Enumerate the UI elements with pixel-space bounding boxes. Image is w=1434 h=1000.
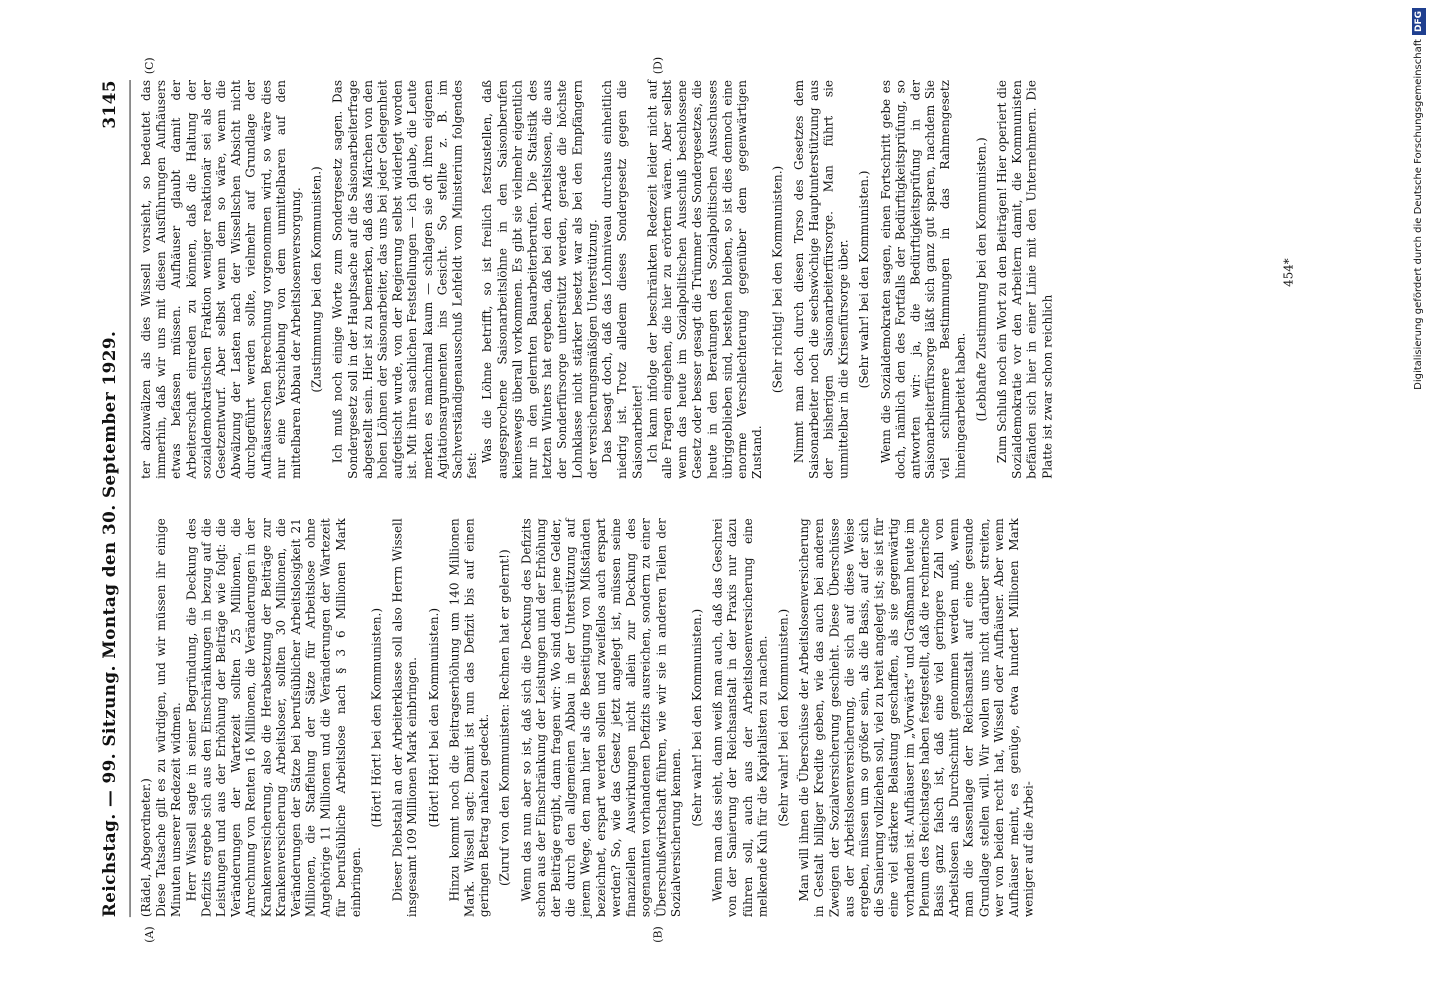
paragraph: Man will ihnen die Überschüsse der Arbeitslosenversicherung in Gestalt billiger Kredite geben, wie das auch bei anderen Zweigen der Sozialversicherung geschieht. Diese Überschüsse aus der Arbeitslosenversicherung, die sich auf diese Weise ergeben, müssen um so größer sein, als die Basis, auf der sich die Sanierung vollziehen soll, viel zu breit angelegt ist; sie ist für eine viel stärkere Belastung geschaffen, als sie gegenwärtig vorhanden ist. Aufhäuser im „Vorwärts“ und Graßmann heute im Plenum des Reichstages haben festgestellt, daß die rechnerische Basis ganz falsch ist, daß eine viel geringere Zahl von Arbeitslosen als Durchschnitt genommen werden muß, wenn man die Kassenlage der Reichsanstalt auf eine gesunde Grundlage stellen will. Wir wollen uns nicht darüber streiten, wer von beiden recht hat, Wissell oder Aufhäuser. Aber wenn Aufhäuser meint, es genüge, etwa hundert Millionen Mark weniger auf die Arbei- xyxy=(797,518,1036,918)
interjection: (Sehr wahr! bei den Kommunisten.) xyxy=(689,608,704,827)
margin-marker-b: (B) xyxy=(651,926,665,943)
paragraph: Nimmt man doch durch diesen Torso des Gesetzes dem Saisonarbeiter noch die sechswöchige Hauptunterstützung aus der bisherigen Saisonarbeiterfürsorge. Man führt sie unmittelbar in die Krisenfürsorge über. xyxy=(791,79,851,479)
interjection: (Lebhafte Zustimmung bei den Kommunisten.) xyxy=(974,137,989,422)
paragraph: Diese Tatsache gilt es zu würdigen, und wir müssen ihr einige Minuten unserer Redezeit widmen. xyxy=(154,518,184,918)
paragraph: Wenn die Sozialdemokraten sagen, einen Fortschritt gebe es doch, nämlich den des Fortfalls der Bedürftigkeitsprüfung, so antworten wir: ja, die Bedürftigkeitsprüfung in der Saisonarbeiterfürsorge läßt sich ganz gut sparen, nachdem Sie viel schlimmere Bestimmungen in das Rahmengesetz hineingearbeitet haben. xyxy=(878,79,968,479)
right-column xyxy=(139,80,1055,479)
paragraph: Wenn man das sieht, dann weiß man auch, daß das Geschrei von der Sanierung der Reichsanstalt in der Praxis nur dazu führen soll, auch aus der Arbeitslosenversicherung eine melkende Kuh für die Kapitalisten zu machen. xyxy=(710,518,770,918)
sheet-signature: 454* xyxy=(1281,258,1296,287)
interjection: (Hört! Hört! bei den Kommunisten.) xyxy=(426,607,441,828)
header-title: Reichstag. — 99. Sitzung. Montag den 30. September 1929. xyxy=(100,330,120,918)
paragraph: (Rädel, Abgeordneter.) xyxy=(139,778,154,918)
interjection: (Sehr wahr! bei den Kommunisten.) xyxy=(857,170,872,389)
margin-marker-a: (A) xyxy=(143,926,157,943)
interjection: (Zustimmung bei den Kommunisten.) xyxy=(310,166,324,393)
page-number: 3145 xyxy=(100,79,120,129)
header-rule xyxy=(130,80,131,917)
running-header xyxy=(100,80,130,917)
margin-marker-d: (D) xyxy=(651,56,665,75)
paragraph: Wenn das nun aber so ist, daß sich die Deckung des Defizits schon aus der Einschränkung der Leistungen und der Erhöhung der Beiträge ergibt, dann fragen wir: Wo sind denn jene Gelder, die durch den allgemeinen Abbau in der Unterstützung auf jenem Wege, den man hier als die Beseitigung von Mißständen bezeichnet, erspart werden sollen und zweifellos auch erspart werden? So, wie das Gesetz jetzt angelegt ist, müssen seine finanziellen Auswirkungen nicht allein zur Deckung des sogenannten vorhandenen Defizits ausreichen, sondern zu einer Überschußwirtschaft führen, wie wir sie in anderen Teilen der Sozialversicherung kennen. xyxy=(519,518,683,918)
paragraph: Hinzu kommt noch die Beitragserhöhung um 140 Millionen Mark. Wissell sagt: Damit ist nun das Defizit bis auf einen geringen Betrag nahezu gedeckt. xyxy=(447,518,492,918)
interjection: (Hört! Hört! bei den Kommunisten.) xyxy=(369,607,384,828)
left-column xyxy=(139,518,1037,917)
paragraph: Herr Wissell sagte in seiner Begründung, die Deckung des Defizits ergebe sich aus den Einschränkungen in bezug auf die Leistungen und aus der Erhöhung der Beiträge wie folgt: die Veränderungen der Wartezeit sollten 25 Millionen, die Anrechnung von Renten 16 Millionen, die Veränderungen in der Krankenversicherung, also die Herabsetzung der Beiträge zur Krankenversicherung Arbeitsloser, sollten 30 Millionen, die Veränderungen der Sätze bei berufsüblicher Arbeitslosigkeit 21 Millionen, die Staffelung der Sätze für Arbeitslose ohne Angehörige 11 Millionen und die Veränderungen der Wartezeit für berufsübliche Arbeitslose nach § 3 6 Millionen Mark einbringen. xyxy=(184,518,363,918)
interjection: (Zuruf von den Kommunisten: Rechnen hat er gelernt!) xyxy=(498,549,513,887)
scanned-page xyxy=(100,56,1400,943)
funding-note xyxy=(1408,8,1432,988)
funding-note-text xyxy=(1412,8,1434,988)
page-content xyxy=(100,56,1400,943)
paragraph: Dieser Diebstahl an der Arbeiterklasse soll also Herrn Wissell insgesamt 109 Millionen Mark einbringen. xyxy=(390,518,420,918)
paragraph: ter abzuwälzen als dies Wissell vorsieht, so bedeutet das immerhin, daß wir uns mit diesen Ausführungen Aufhäusers etwas befassen müssen. Aufhäuser glaubt damit der Arbeiterschaft einreden zu können, daß die Haltung der sozialdemokratischen Fraktion weniger reaktionär sei als der Gesetzentwurf. Aber selbst wenn dem so wäre, wenn die Abwälzung der Lasten nach der Wissellschen Absicht nicht durchgeführt werden sollte, vielmehr auf Grundlage der Aufhäuserschen Berechnung vorgenommen wird, so wäre dies nur eine Verschiebung von dem unmittelbaren auf den mittelbaren Abbau der Arbeitslosenversorgung. xyxy=(139,79,303,479)
interjection: (Sehr richtig! bei den Kommunisten.) xyxy=(771,165,785,394)
interjection: (Sehr wahr! bei den Kommunisten.) xyxy=(776,608,791,827)
paragraph: Was die Löhne betrifft, so ist freilich festzustellen, daß ausgesprochene Saisonarbeitslöhne in den Saisonberufen keineswegs überall vorkommen. Es gibt sie vielmehr eigentlich nur in den gelernten Bauarbeiterberufen. Die Statistik des letzten Winters hat ergeben, daß bei den Arbeitslosen, die aus der Sonderfürsorge unterstützt werden, gerade die höchste Lohnklasse nicht stärker besetzt war als bei den Empfängern der versicherungsmäßigen Unterstützung. xyxy=(480,79,600,479)
funding-note-label: Digitalisierung gefördert durch die Deutsche Forschungsgemeinschaft xyxy=(1413,39,1424,390)
dfg-logo: DFG xyxy=(1412,8,1426,35)
paragraph: Zum Schluß noch ein Wort zu den Beiträgen! Hier operiert die Sozialdemokratie vor den Arbeitern damit, die Kommunisten befänden sich hier in einer Linie mit den Unternehmern. Die Platte ist zwar schon reichlich xyxy=(995,79,1054,479)
margin-marker-c: (C) xyxy=(143,57,157,75)
paragraph: Das besagt doch, daß das Lohnniveau durchaus einheitlich niedrig ist. Trotz alledem dieses Sondergesetz gegen die Saisonarbeiter! xyxy=(600,79,645,479)
paragraph: Ich kann infolge der beschränkten Redezeit leider nicht auf alle Fragen eingehen, die hier zu erörtern wären. Aber selbst wenn das heute im Sozialpolitischen Ausschuß beschlossene Gesetz oder besser gesagt die Trümmer des Sondergesetzes, die heute in den Beratungen des Sozialpolitischen Ausschusses übriggeblieben sind, bestehen bleiben, so ist dies dennoch eine enorme Verschlechterung gegenüber dem gegenwärtigen Zustand. xyxy=(645,79,764,479)
paragraph: Ich muß noch einige Worte zum Sondergesetz sagen. Das Sondergesetz soll in der Hauptsache auf die Saisonarbeiterfrage abgestellt sein. Hier ist zu bemerken, daß das Märchen von den hohen Löhnen der Saisonarbeiter, das uns bei jeder Gelegenheit aufgetischt wurde, von der Regierung selbst widerlegt worden ist. Mit ihren sachlichen Feststellungen — ich glaube, die Leute merken es manchmal kaum — schlagen sie oft ihren eigenen Agitationsargumenten ins Gesicht. So stellte z. B. im Sachverständigenausschuß Lehfeldt vom Ministerium folgendes fest: xyxy=(330,79,480,479)
